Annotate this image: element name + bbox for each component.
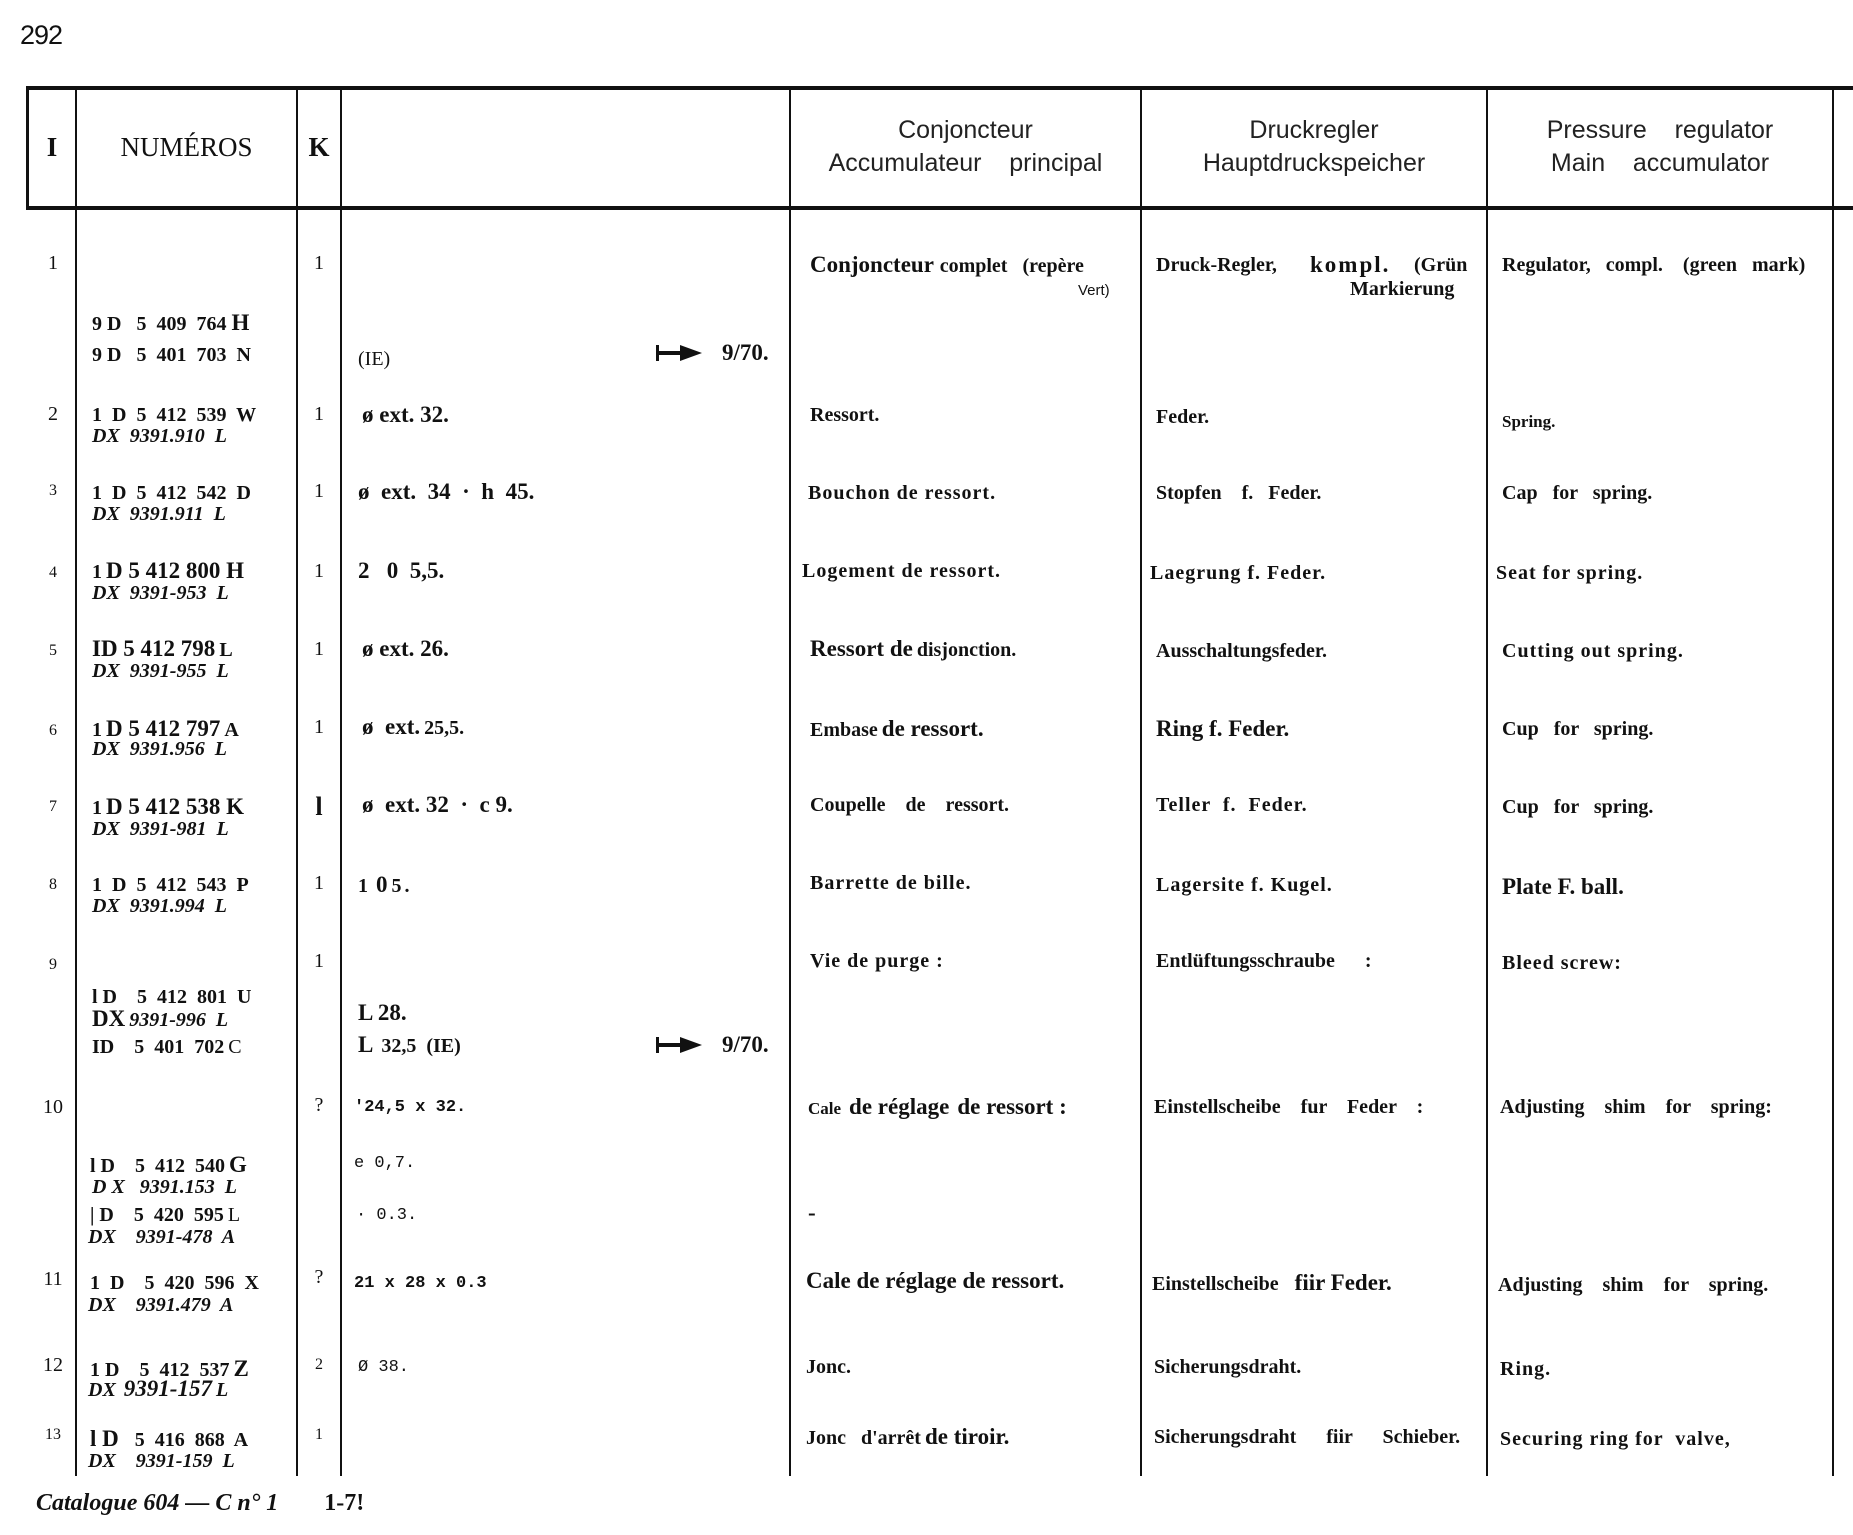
row-1-part-1	[92, 310, 249, 336]
row-10-spec: '24,5 x 32.	[354, 1098, 467, 1117]
row-12-dx-num: 9391-157	[123, 1376, 212, 1401]
row-1-date: 9/70.	[722, 340, 769, 365]
row-9-de: Entlüftungsschraube :	[1156, 950, 1372, 972]
header-qty-label: K	[308, 131, 330, 162]
row-4-qty: 1	[314, 560, 324, 582]
row-7-de: Teller f. Feder.	[1156, 794, 1308, 816]
row-1-fr-a: Conjoncteur	[810, 252, 934, 277]
row-7-en: Cup for spring.	[1502, 796, 1654, 818]
col-divider-3	[340, 86, 342, 1476]
row-7-num-prefix: 1	[92, 797, 102, 819]
row-3-qty: 1	[314, 480, 324, 502]
row-2-fr: Ressort.	[810, 404, 880, 426]
row-10-fr-c: de ressort :	[957, 1094, 1067, 1119]
row-10-dash: -	[808, 1200, 816, 1225]
row-5-fr-a: Ressort de	[810, 636, 913, 661]
row-6-fr-a: Embase	[810, 719, 878, 741]
row-11-de-a: Einstellscheibe	[1152, 1273, 1279, 1295]
row-6-fr	[810, 716, 984, 742]
row-11-dx: DX 9391.479 A	[88, 1294, 234, 1316]
header-numbers	[77, 88, 296, 206]
row-10-part-3	[90, 1204, 240, 1227]
col-divider-5	[1140, 86, 1142, 1476]
row-8-en: Plate F. ball.	[1502, 874, 1624, 899]
row-1-part-1-num: 9 D 5 409 764	[92, 313, 227, 335]
row-6-fr-b: de ressort.	[881, 716, 984, 741]
row-9-part-2	[92, 1006, 228, 1032]
row-6-spec	[362, 714, 464, 740]
header-german	[1142, 88, 1486, 206]
row-3-dx: DX 9391.911 L	[92, 503, 226, 525]
row-12-num-suffix: Z	[233, 1356, 249, 1381]
footer-catalogue: Catalogue 604 — C n° 1	[36, 1490, 279, 1516]
footer-code: 1-7!	[324, 1490, 365, 1516]
row-9-spec-2-b: 32,5 (IE)	[381, 1035, 461, 1057]
header-index-label: I	[46, 131, 58, 162]
row-9-spec-1: L 28.	[358, 1000, 407, 1025]
row-13-num-main: 5 416 868 A	[134, 1429, 249, 1451]
row-6-num-suffix: A	[224, 719, 239, 741]
row-9-qty: 1	[314, 950, 324, 972]
row-4-index: 4	[49, 564, 57, 581]
header-numbers-label: NUMÉROS	[120, 131, 253, 162]
row-6-dx: DX 9391.956 L	[92, 738, 227, 760]
row-1-index: 1	[48, 252, 58, 274]
row-6-en: Cup for spring.	[1502, 718, 1654, 740]
header-german-line2: Hauptdruckspeicher	[1202, 149, 1426, 177]
row-9-arrow	[656, 1032, 769, 1058]
row-10-part-1-suffix: G	[229, 1152, 247, 1177]
row-8-spec	[358, 872, 413, 898]
row-2-index: 2	[48, 403, 58, 425]
row-8-spec-a: 1	[358, 875, 368, 897]
row-13-fr-b: de tiroir.	[924, 1424, 1010, 1449]
header-english	[1488, 88, 1832, 206]
row-13-num-prefix: l D	[90, 1426, 119, 1451]
row-4-dx: DX 9391-953 L	[92, 582, 229, 604]
row-13-de: Sicherungsdraht fiir Schieber.	[1154, 1426, 1461, 1448]
row-5-num	[92, 636, 233, 662]
row-12-dx-prefix: DX	[88, 1379, 116, 1401]
row-10-part-4: DX 9391-478 A	[88, 1226, 236, 1248]
row-12-dx	[88, 1376, 228, 1402]
row-6-qty: 1	[314, 716, 324, 738]
row-11-index: 11	[43, 1268, 63, 1290]
row-3-fr: Bouchon de ressort.	[808, 482, 997, 504]
row-7-fr: Coupelle de ressort.	[810, 794, 1010, 816]
row-1-fr	[810, 252, 1084, 278]
row-11-de-b: fiir Feder.	[1294, 1270, 1392, 1295]
row-8-qty: 1	[314, 872, 324, 894]
row-8-spec-b: 0	[376, 872, 388, 897]
row-9-part-3	[92, 1036, 242, 1059]
right-arrow-icon	[656, 1034, 704, 1056]
row-11-qty: ?	[314, 1266, 324, 1288]
row-12-spec: Ø 38.	[358, 1358, 410, 1377]
row-12-num-main: 1 D 5 412 537	[90, 1359, 230, 1381]
row-9-part-3-suffix: C	[228, 1036, 242, 1058]
row-6-spec-b: 25,5.	[424, 717, 465, 739]
row-13-fr	[806, 1424, 1009, 1450]
row-10-de: Einstellscheibe fur Feder :	[1154, 1096, 1424, 1118]
row-12-index: 12	[43, 1354, 63, 1376]
row-7-num-main: D 5 412 538 K	[106, 794, 244, 819]
row-12-en: Ring.	[1500, 1358, 1552, 1380]
col-divider-1	[75, 86, 77, 1476]
row-10-part-2: D X 9391.153 L	[92, 1176, 237, 1198]
row-8-de: Lagersite f. Kugel.	[1156, 874, 1333, 896]
row-6-index: 6	[49, 722, 57, 739]
row-10-index: 10	[43, 1096, 63, 1118]
row-3-de: Stopfen f. Feder.	[1156, 482, 1322, 504]
row-1-fr-b: complet (repère	[939, 255, 1084, 277]
row-10-fr	[808, 1094, 1067, 1120]
page-number: 292	[20, 20, 63, 50]
col-divider-6	[1486, 86, 1488, 1476]
row-13-qty: 1	[315, 1426, 323, 1443]
row-5-en: Cutting out spring.	[1502, 640, 1684, 662]
row-11-num: 1 D 5 420 596 X	[90, 1272, 259, 1294]
row-11-fr: Cale de réglage de ressort.	[806, 1268, 1065, 1293]
header-german-line1: Druckregler	[1249, 116, 1379, 144]
row-9-en: Bleed screw:	[1502, 952, 1622, 974]
row-4-num	[92, 558, 244, 584]
row-7-spec: ø ext. 32 · c 9.	[362, 792, 513, 817]
row-5-dx: DX 9391-955 L	[92, 660, 229, 682]
row-3-num: 1 D 5 412 542 D	[92, 482, 251, 504]
row-1-part-2: 9 D 5 401 703 N	[92, 344, 251, 366]
row-4-fr: Logement de ressort.	[802, 560, 1002, 582]
row-1-de-c: (Grün	[1414, 254, 1468, 276]
row-10-part-1	[90, 1152, 247, 1178]
header-english-line1: Pressure regulator	[1546, 116, 1774, 144]
row-5-index: 5	[49, 642, 57, 659]
row-1-en: Regulator, compl. (green mark)	[1502, 254, 1806, 276]
row-4-num-main: D 5 412 800 H	[106, 558, 244, 583]
row-10-en: Adjusting shim for spring:	[1500, 1096, 1772, 1118]
row-10-part-1-num: l D 5 412 540	[90, 1155, 225, 1177]
row-5-fr-b: disjonction.	[916, 639, 1017, 661]
row-13-dx: DX 9391-159 L	[88, 1450, 235, 1472]
col-divider-4	[789, 86, 791, 1476]
row-4-en: Seat for spring.	[1496, 562, 1644, 584]
row-9-part-2-num: 9391-996 L	[129, 1009, 229, 1031]
row-3-index: 3	[49, 482, 57, 499]
row-12-fr: Jonc.	[806, 1356, 851, 1378]
catalogue-footer	[36, 1490, 364, 1517]
header-french-line2: Accumulateur principal	[828, 149, 1103, 177]
row-10-part-3-num: | D 5 420 595	[90, 1204, 224, 1226]
row-13-num	[90, 1426, 248, 1452]
row-9-index: 9	[49, 956, 57, 973]
row-6-num-prefix: 1	[92, 719, 102, 741]
row-8-fr: Barrette de bille.	[810, 872, 972, 894]
row-2-spec: ø ext. 32.	[362, 402, 449, 427]
row-7-dx: DX 9391-981 L	[92, 818, 229, 840]
row-1-arrow	[656, 340, 769, 366]
row-9-part-3-num: ID 5 401 702	[92, 1036, 225, 1058]
row-4-de: Laegrung f. Feder.	[1150, 562, 1327, 584]
row-9-spec-2-a: L	[358, 1032, 374, 1057]
row-10-spec-1: e 0,7.	[354, 1154, 416, 1173]
row-1-de-a: Druck-Regler,	[1156, 254, 1277, 276]
row-12-qty: 2	[315, 1356, 323, 1373]
row-1-de-d: Markierung	[1350, 278, 1455, 300]
row-1-qty: 1	[314, 252, 324, 274]
row-11-spec: 21 x 28 x 0.3	[354, 1274, 487, 1293]
row-7-num	[92, 794, 244, 820]
row-5-spec: ø ext. 26.	[362, 636, 449, 661]
row-7-index: 7	[49, 798, 57, 815]
row-4-spec: 2 0 5,5.	[358, 558, 445, 583]
row-12-de: Sicherungsdraht.	[1154, 1356, 1302, 1378]
row-6-spec-a: ø ext.	[362, 714, 421, 739]
header-bottom-rule	[26, 206, 1853, 210]
row-5-de: Ausschaltungsfeder.	[1156, 640, 1327, 662]
col-divider-2	[296, 86, 298, 1476]
row-9-part-2-prefix: DX	[92, 1006, 126, 1031]
header-english-line2: Main accumulator	[1550, 149, 1770, 177]
header-french-line1: Conjoncteur	[898, 116, 1033, 144]
row-13-fr-a: Jonc d'arrêt	[806, 1427, 921, 1449]
header-french	[791, 88, 1140, 206]
row-5-qty: 1	[314, 638, 324, 660]
row-2-qty: 1	[314, 403, 324, 425]
row-10-part-3-suffix: L	[227, 1204, 241, 1226]
header-qty	[298, 88, 340, 206]
row-9-date: 9/70.	[722, 1032, 769, 1057]
row-11-en: Adjusting shim for spring.	[1498, 1274, 1769, 1296]
row-8-num: 1 D 5 412 543 P	[92, 874, 249, 896]
row-8-spec-c: 5.	[391, 875, 413, 897]
row-10-fr-b: de réglage	[849, 1094, 950, 1119]
header-index	[29, 88, 75, 206]
row-10-fr-a: Cale	[808, 1099, 842, 1118]
row-1-de-b: kompl.	[1310, 252, 1391, 277]
row-5-num-main: ID 5 412 798	[92, 636, 216, 661]
row-6-num-main: D 5 412 797	[106, 716, 221, 741]
row-2-de: Feder.	[1156, 406, 1210, 428]
row-2-dx: DX 9391.910 L	[92, 425, 227, 447]
row-1-spec: (IE)	[358, 348, 391, 370]
row-10-qty: ?	[314, 1094, 324, 1116]
row-11-de	[1152, 1270, 1392, 1296]
col-divider-7	[1832, 86, 1834, 1476]
row-9-part-1: l D 5 412 801 U	[92, 986, 252, 1008]
row-5-num-suffix: L	[219, 639, 233, 661]
row-10-spec-2: · 0.3.	[356, 1206, 418, 1225]
row-1-part-1-suffix: H	[231, 310, 250, 335]
row-9-spec-2	[358, 1032, 461, 1058]
row-2-num: 1 D 5 412 539 W	[92, 404, 257, 426]
row-8-dx: DX 9391.994 L	[92, 895, 227, 917]
row-8-index: 8	[49, 876, 57, 893]
row-13-index: 13	[45, 1426, 61, 1443]
row-6-de: Ring f. Feder.	[1156, 716, 1290, 741]
row-5-fr	[810, 636, 1016, 662]
row-3-en: Cap for spring.	[1502, 482, 1653, 504]
row-4-num-prefix: 1	[92, 561, 102, 583]
row-3-spec: ø ext. 34 · h 45.	[358, 479, 535, 504]
row-1-fr-c: Vert)	[1078, 282, 1110, 299]
row-13-en: Securing ring for valve,	[1500, 1428, 1731, 1450]
row-2-en: Spring.	[1502, 412, 1556, 431]
row-7-qty: l	[315, 792, 323, 821]
right-arrow-icon	[656, 342, 704, 364]
row-12-dx-suffix: L	[215, 1379, 229, 1401]
row-9-fr: Vie de purge :	[810, 950, 944, 972]
